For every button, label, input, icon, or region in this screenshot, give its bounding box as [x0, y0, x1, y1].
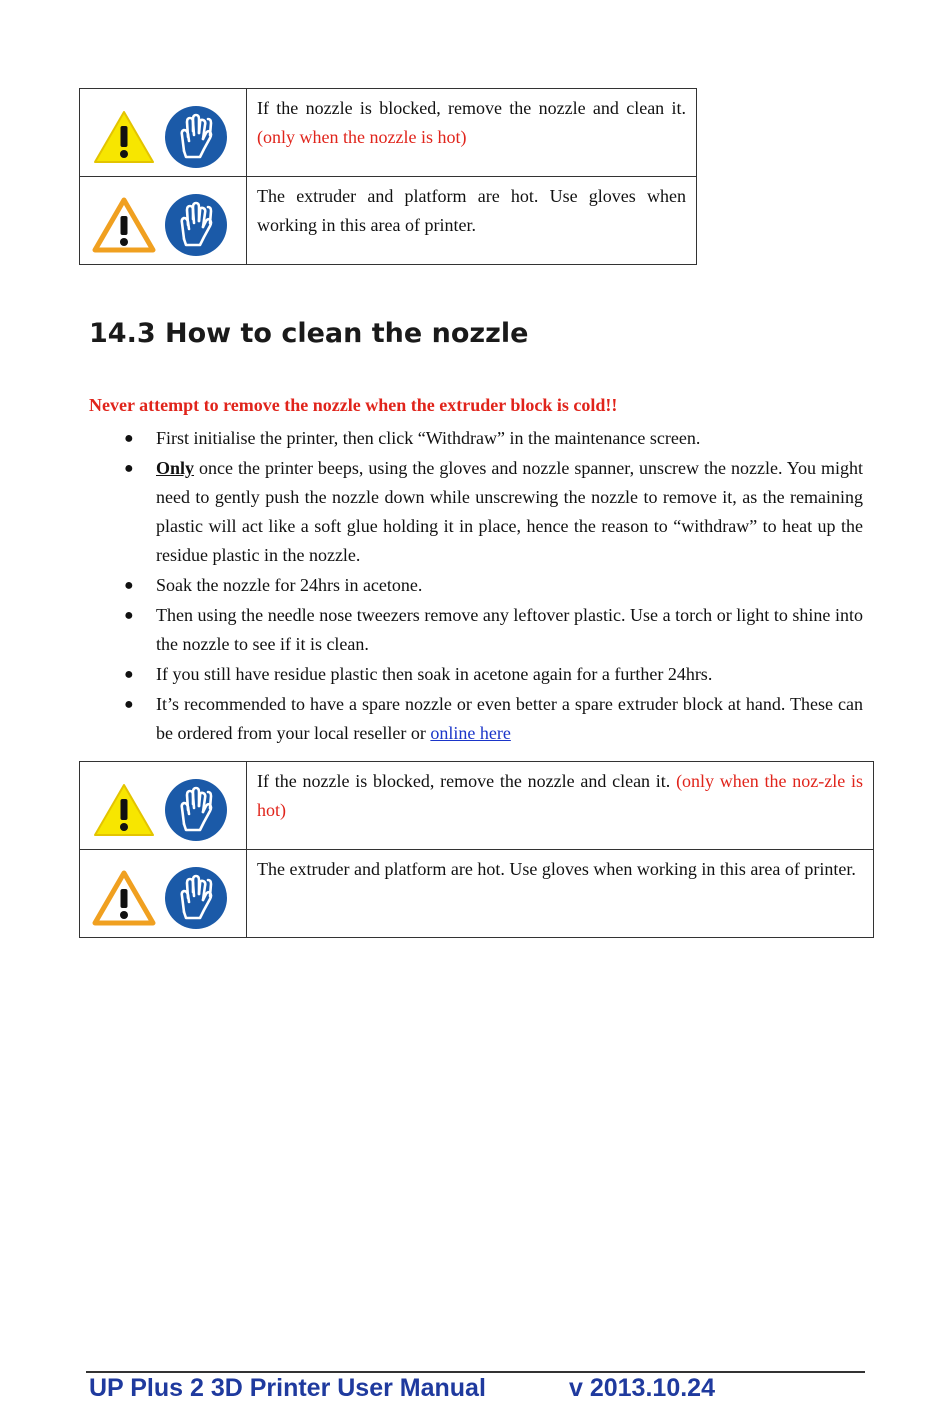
- list-item-text: If you still have residue plastic then soak in acetone again for a further 24hrs.: [156, 664, 713, 684]
- warning-text-main: If the nozzle is blocked, remove the nozzle and clean it.: [257, 771, 671, 791]
- list-item: [89, 601, 863, 659]
- warning-text: [247, 762, 874, 850]
- warning-table-top: [79, 88, 697, 265]
- warning-text: [247, 89, 697, 177]
- footer-title: UP Plus 2 3D Printer User Manual: [89, 1374, 486, 1402]
- list-item-text: First initialise the printer, then click “Withdraw” in the maintenance screen.: [156, 428, 701, 448]
- warning-row: [80, 762, 874, 850]
- warning-yellow-icon: [92, 109, 156, 165]
- online-here-link[interactable]: online here: [430, 723, 511, 743]
- instruction-list: [89, 424, 863, 749]
- list-item: [89, 571, 863, 600]
- list-item-text: Soak the nozzle for 24hrs in acetone.: [156, 575, 423, 595]
- warning-yellow-icon: [92, 782, 156, 838]
- bullet-icon: ●: [124, 696, 134, 713]
- warning-orange-icon: [92, 870, 156, 926]
- icon-cell: [80, 89, 247, 177]
- warning-text-note: (only when the noz-zle is hot): [257, 771, 863, 820]
- page-footer: [89, 1374, 715, 1403]
- warning-row: [80, 89, 697, 177]
- bullet-icon: ●: [124, 607, 134, 624]
- warning-text: [247, 850, 874, 938]
- list-item-text: Then using the needle nose tweezers remove any leftover plastic. Use a torch or light to shine into the nozzle to see if it is clean.: [156, 605, 863, 654]
- gloves-icon: [164, 105, 228, 169]
- icon-cell: [80, 762, 247, 850]
- warning-table-bottom: [79, 761, 874, 938]
- warning-text-main: If the nozzle is blocked, remove the nozzle and clean it.: [257, 98, 686, 118]
- footer-divider: [86, 1371, 865, 1373]
- warning-row: [80, 177, 697, 265]
- list-item: [89, 660, 863, 689]
- bullet-icon: ●: [124, 430, 134, 447]
- section-heading: 14.3 How to clean the nozzle: [89, 318, 529, 349]
- warning-text-main: The extruder and platform are hot. Use gloves when working in this area of printer.: [257, 186, 686, 235]
- warning-row: [80, 850, 874, 938]
- list-item: [89, 424, 863, 453]
- bullet-icon: ●: [124, 577, 134, 594]
- list-item: [89, 690, 863, 748]
- list-item-lead: Only: [156, 458, 195, 478]
- list-item: [89, 454, 863, 570]
- footer-version: v 2013.10.24: [569, 1374, 715, 1402]
- warning-text-main: The extruder and platform are hot. Use gloves when working in this area of printer.: [257, 859, 856, 879]
- warning-text-note: (only when the nozzle is hot): [257, 127, 467, 147]
- bullet-icon: ●: [124, 460, 134, 477]
- bullet-icon: ●: [124, 666, 134, 683]
- list-item-text: It’s recommended to have a spare nozzle or even better a spare extruder block at hand. These can be ordered from your local reseller or: [156, 694, 863, 743]
- icon-cell: [80, 177, 247, 265]
- warning-orange-icon: [92, 197, 156, 253]
- gloves-icon: [164, 866, 228, 930]
- list-item-text: once the printer beeps, using the gloves and nozzle spanner, unscrew the nozzle. You might need to gently push the nozzle down while unscrewing the nozzle to remove it, as the remaining plastic will act like a soft glue holding it in place, hence the reason to “withdraw” to heat up the residue plastic in the nozzle.: [156, 458, 863, 565]
- gloves-icon: [164, 193, 228, 257]
- gloves-icon: [164, 778, 228, 842]
- cold-nozzle-warning: Never attempt to remove the nozzle when the extruder block is cold!!: [89, 395, 618, 415]
- warning-text: [247, 177, 697, 265]
- icon-cell: [80, 850, 247, 938]
